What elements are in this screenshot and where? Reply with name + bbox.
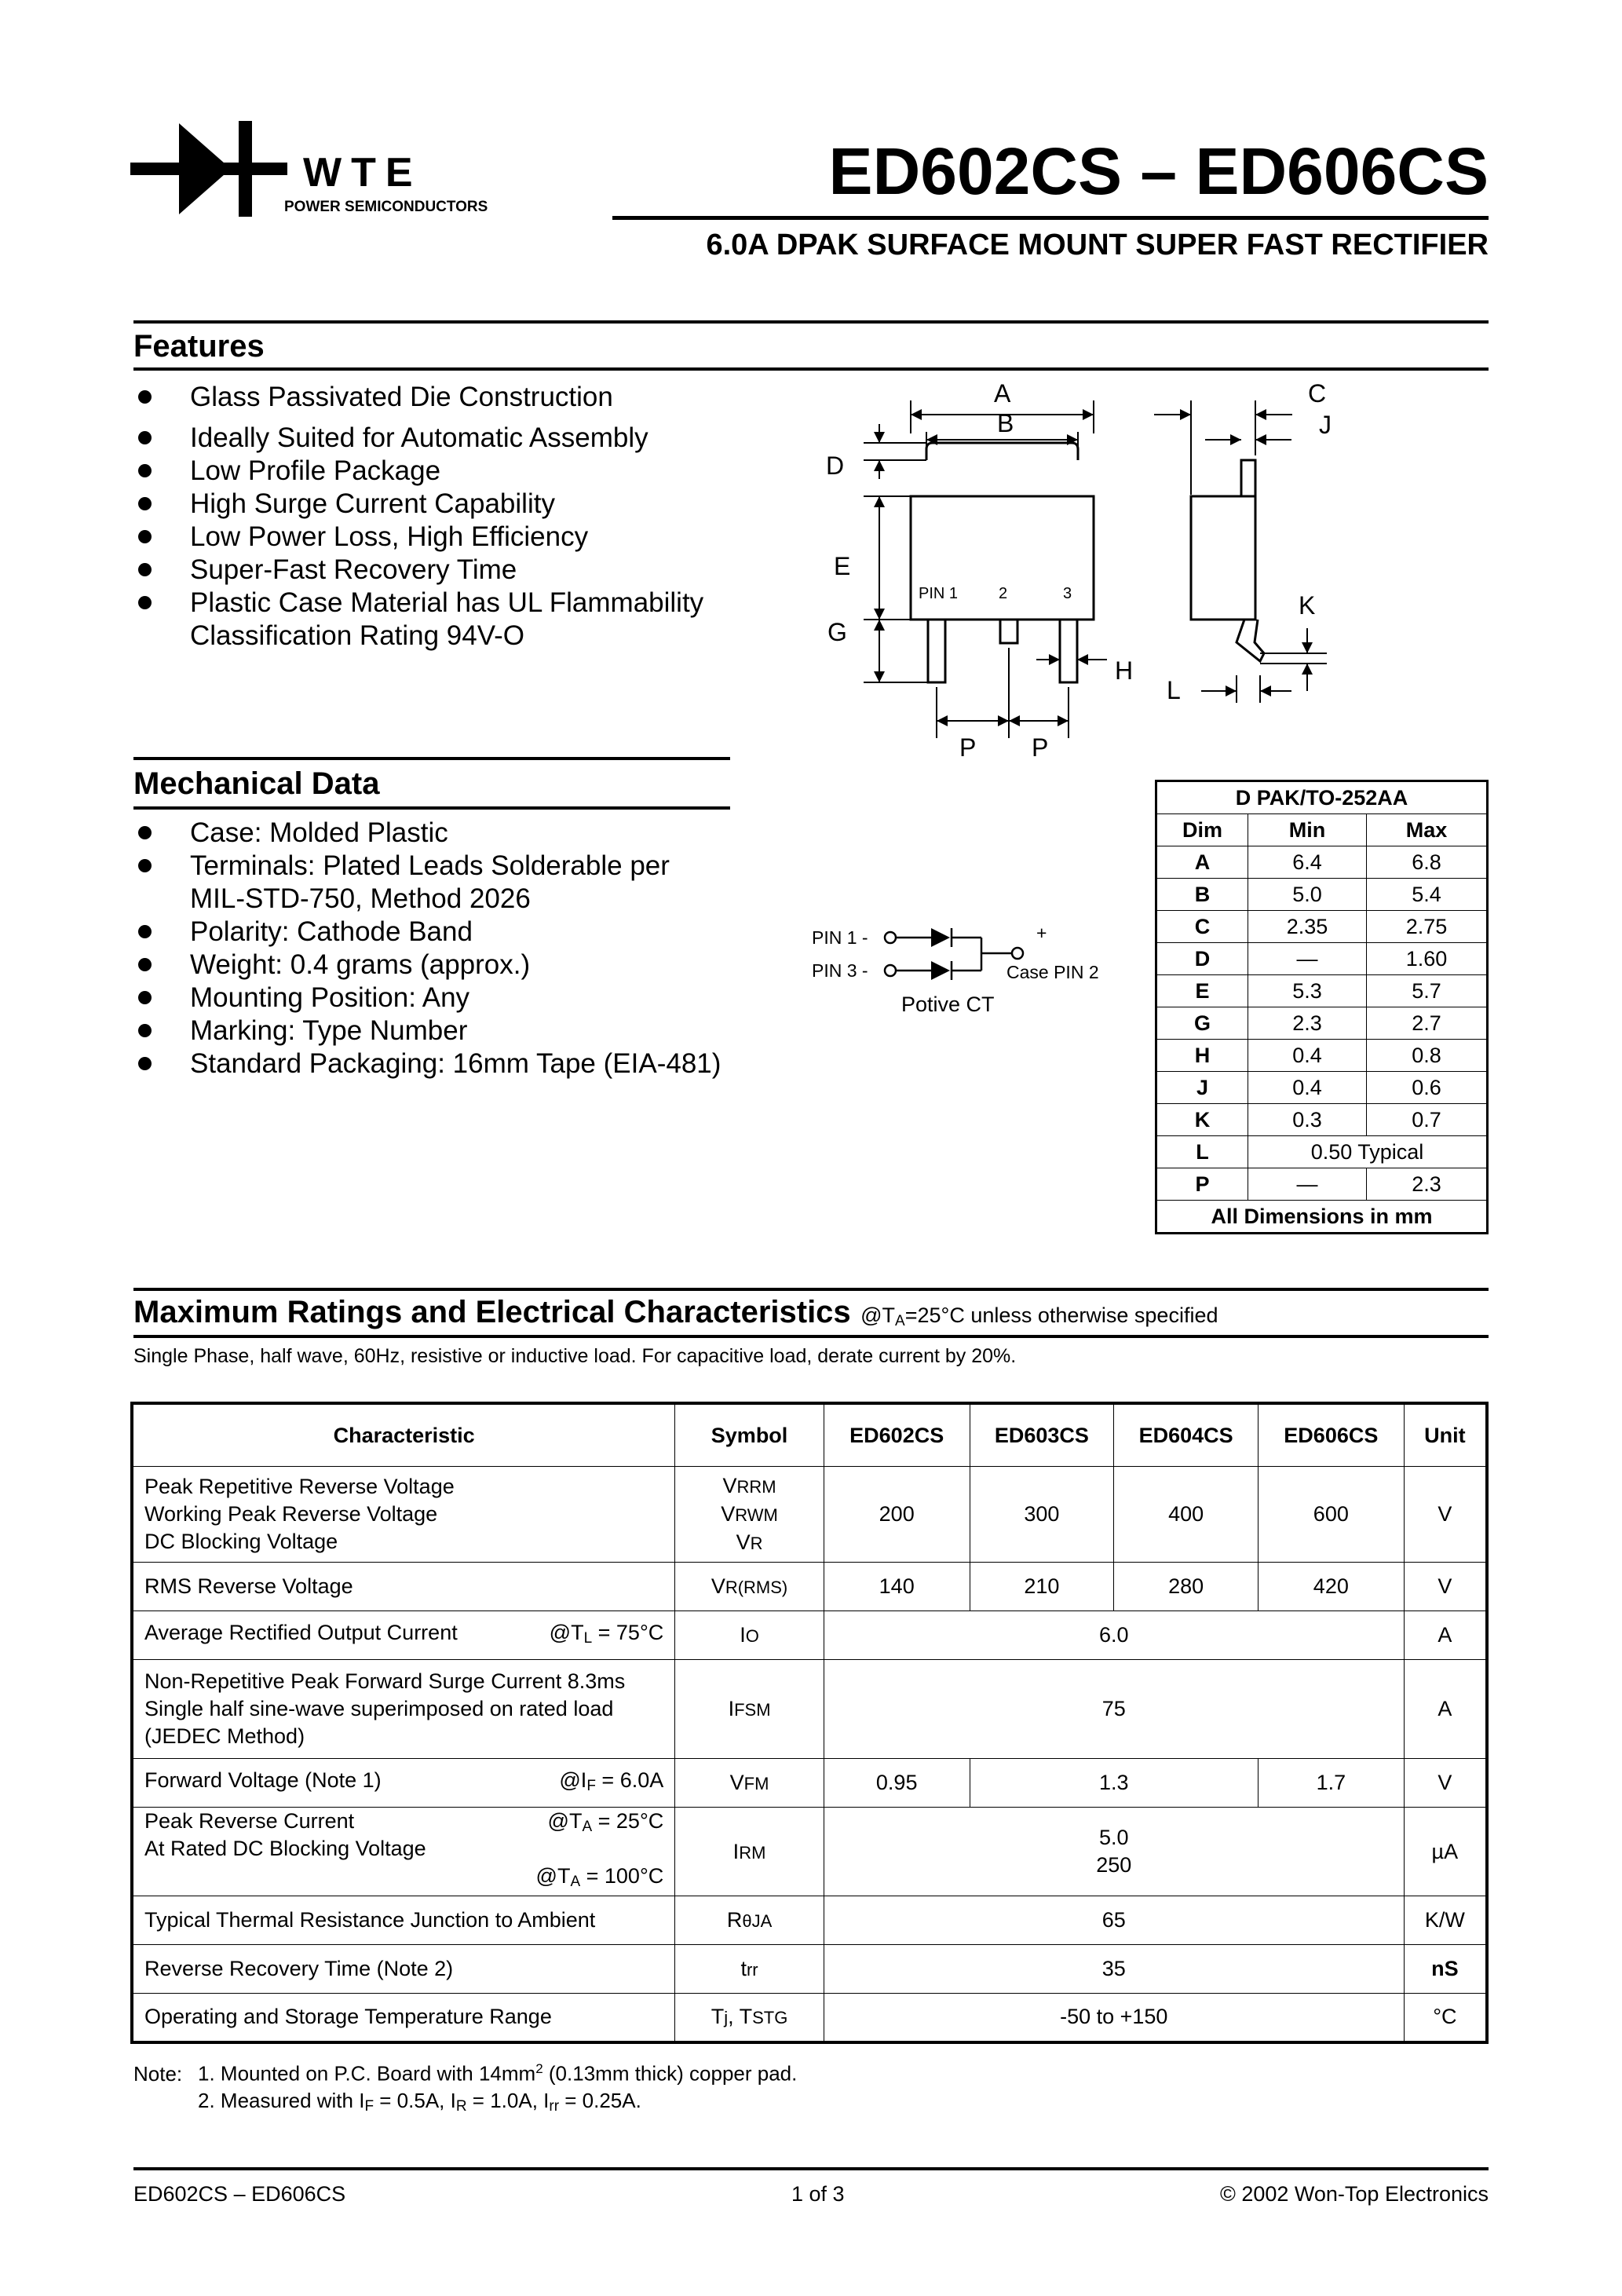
characteristic-cell: RMS Reverse Voltage [132,1563,675,1611]
list-item: Plastic Case Material has UL Flammability [133,587,762,620]
footer-page-number: 1 of 3 [791,2182,845,2206]
table-row [132,1808,1487,1896]
symbol-cell [675,1611,824,1660]
features-list [133,381,762,653]
symbol-main: R [726,1908,743,1932]
value-cell: 140 [824,1563,970,1611]
part-title: ED602CS – ED606CS [828,134,1489,208]
ed603cs-header: ED603CS [970,1403,1114,1467]
min-cell: — [1248,1168,1367,1201]
value-cell: 210 [970,1563,1114,1611]
dim-label-j: J [1319,411,1332,439]
char-line: Peak Repetitive Reverse Voltage [144,1475,455,1498]
min-cell: 5.0 [1248,879,1367,911]
characteristic-cell: Operating and Storage Temperature Range [132,1994,675,2042]
char-text: At Rated DC Blocking Voltage [144,1837,426,1860]
list-item: Case: Molded Plastic [133,817,777,850]
dim-label-h: H [1115,656,1134,685]
condition-text [536,1863,675,1896]
dim-label-p1: P [959,733,977,762]
value-cell: 200 [824,1467,970,1563]
dim-label-g: G [827,618,847,646]
max-cell: 2.75 [1367,911,1488,943]
min-cell: 0.4 [1248,1040,1367,1072]
value-cell: 1.3 [970,1759,1258,1808]
note-2-text: = 1.0A, I [466,2088,550,2112]
characteristic-header: Characteristic [132,1403,675,1467]
unit-cell: K/W [1404,1896,1487,1945]
circuit-plus-label: + [1036,923,1047,943]
list-item: Mounting Position: Any [133,982,777,1015]
symbol-sub: R [750,1533,763,1553]
ed606cs-header: ED606CS [1258,1403,1404,1467]
common-cathode-circuit-diagram [801,911,1131,1021]
char-line: Working Peak Reverse Voltage [144,1502,438,1526]
symbol-cell [675,1896,824,1945]
ratings-condition-sub: A [895,1313,905,1329]
max-cell: 6.8 [1367,846,1488,879]
dim-label-b: B [997,409,1014,437]
list-item: Standard Packaging: 16mm Tape (EIA-481) [133,1047,777,1080]
circuit-pin1-label: PIN 1 - [812,927,868,948]
ratings-condition-suffix: =25°C unless otherwise specified [904,1303,1218,1327]
max-cell: 2.7 [1367,1007,1488,1040]
title-rule [612,216,1489,220]
note-1-sup: 2 [535,2061,543,2076]
unit-cell: µA [1404,1808,1487,1896]
max-cell: 0.8 [1367,1040,1488,1072]
unit-cell: A [1404,1660,1487,1759]
min-cell: 2.35 [1248,911,1367,943]
unit-cell: V [1404,1759,1487,1808]
min-cell: 0.3 [1248,1104,1367,1136]
char-line: DC Blocking Voltage [144,1530,338,1553]
char-line: Single half sine-wave superimposed on rated load [144,1697,614,1720]
symbol-cell [675,1467,824,1563]
max-cell: 0.6 [1367,1072,1488,1104]
symbol-main: V [736,1530,751,1554]
value-cell [824,1808,1404,1896]
ratings-heading-line [133,1294,1218,1330]
table-row [1156,1168,1488,1201]
list-item: Low Profile Package [133,455,762,488]
list-item: Terminals: Plated Leads Solderable per [133,850,777,883]
cond-sub: A [570,1874,581,1890]
table-row [1156,911,1488,943]
ratings-condition-prefix: @T [860,1303,896,1327]
cond-post: = 6.0A [595,1768,664,1792]
characteristic-cell: Typical Thermal Resistance Junction to Ambient [132,1896,675,1945]
list-item: Classification Rating 94V-O [190,620,525,651]
table-row [132,1945,1487,1994]
symbol-cell [675,1759,824,1808]
list-item: Low Power Loss, High Efficiency [133,521,762,554]
table-row [1156,975,1488,1007]
table-row [132,1467,1487,1563]
notes [133,2056,797,2120]
unit-header: Unit [1404,1403,1487,1467]
note-1-text: 1. Mounted on P.C. Board with 14mm [198,2061,536,2086]
table-row [1156,1040,1488,1072]
symbol-sub: rr [746,1960,758,1980]
symbol-cell [675,1660,824,1759]
dim-cell: E [1156,975,1248,1007]
note-2-sub: F [364,2097,374,2115]
symbol-sub: R(RMS) [725,1578,788,1597]
mech-top-rule [133,757,730,760]
list-item: Marking: Type Number [133,1015,777,1047]
value-cell: 35 [824,1945,1404,1994]
list-item: High Surge Current Capability [133,488,762,521]
ratings-heading: Maximum Ratings and Electrical Characteristics [133,1295,851,1329]
symbol-cell [675,1994,824,2042]
symbol-sub: RM [739,1842,766,1863]
symbol-main: V [722,1473,737,1497]
characteristic-cell [132,1808,675,1896]
unit-cell: A [1404,1611,1487,1660]
symbol-sub: j [724,2008,729,2028]
footer-copyright: © 2002 Won-Top Electronics [1219,2182,1489,2206]
subtitle: 6.0A DPAK SURFACE MOUNT SUPER FAST RECTIFIER [706,229,1489,261]
note-2-sub: rr [549,2097,560,2115]
symbol-main: I [728,1697,735,1720]
char-text: Peak Reverse Current [144,1809,355,1833]
mech-bottom-rule [133,806,730,810]
unit-cell: °C [1404,1994,1487,2042]
dim-cell: K [1156,1104,1248,1136]
min-cell: 2.3 [1248,1007,1367,1040]
cond-pre: @I [559,1768,587,1792]
circuit-caption: Potive CT [901,993,995,1016]
symbol-main: I [732,1839,740,1863]
list-item: Polarity: Cathode Band [133,916,777,949]
circuit-pin3-label: PIN 3 - [812,960,868,981]
unit-cell: nS [1404,1945,1487,1994]
table-row [1156,1072,1488,1104]
package-outline-diagram [801,377,1350,762]
features-bottom-rule [133,367,1489,371]
value-cell: 65 [824,1896,1404,1945]
pin2-label: 2 [999,585,1008,602]
min-header: Min [1248,814,1367,846]
symbol-sub: FSM [734,1700,771,1720]
features-heading: Features [133,329,265,364]
dim-label-d: D [826,452,845,480]
max-cell: 5.4 [1367,879,1488,911]
list-item: Glass Passivated Die Construction [133,381,762,422]
symbol-main: T [711,2005,725,2029]
note-1-text-end: (0.13mm thick) copper pad. [542,2061,798,2086]
max-cell: 2.3 [1367,1168,1488,1201]
symbol-cell [675,1808,824,1896]
char-line: (JEDEC Method) [144,1724,305,1748]
symbol-header: Symbol [675,1403,824,1467]
dim-cell: D [1156,943,1248,975]
footer-left: ED602CS – ED606CS [133,2182,346,2206]
dim-cell: B [1156,879,1248,911]
table-row [1156,1007,1488,1040]
char-text: Forward Voltage (Note 1) [144,1768,382,1792]
pin3-label: 3 [1063,585,1072,602]
unit-cell: V [1404,1563,1487,1611]
symbol-main: I [740,1623,746,1647]
dim-cell: P [1156,1168,1248,1201]
characteristic-cell [132,1759,675,1808]
value-cell: -50 to +150 [824,1994,1404,2042]
mechanical-list [133,817,777,1080]
list-item: Super-Fast Recovery Time [133,554,762,587]
ratings-condition [860,1303,1218,1327]
cond-pre: @T [547,1809,583,1833]
dim-label-p2: P [1032,733,1049,762]
min-cell: 5.3 [1248,975,1367,1007]
dim-header: Dim [1156,814,1248,846]
table-row [132,1896,1487,1945]
logo-subtext: POWER SEMICONDUCTORS [284,199,488,215]
note-2-sub: R [455,2097,467,2115]
table-header-row [132,1403,1487,1467]
note-2-text: 2. Measured with I [198,2088,365,2112]
max-cell: 5.7 [1367,975,1488,1007]
max-header: Max [1367,814,1488,846]
ratings-note-line: Single Phase, half wave, 60Hz, resistive or inductive load. For capacitive load, derate current by 20%. [133,1345,1017,1367]
unit-cell: V [1404,1467,1487,1563]
cond-post: = 100°C [580,1864,664,1888]
dim-table-footer: All Dimensions in mm [1156,1201,1488,1234]
symbol-main: V [721,1501,736,1526]
condition-text [550,1619,675,1652]
max-cell: 0.7 [1367,1104,1488,1136]
max-cell: 1.60 [1367,943,1488,975]
symbol-main: , T [728,2005,753,2029]
symbol-sub: STG [752,2008,788,2028]
typical-cell: 0.50 Typical [1248,1136,1488,1168]
table-row [132,1660,1487,1759]
symbol-cell [675,1563,824,1611]
symbol-sub: RRM [736,1476,776,1497]
dim-label-k: K [1299,591,1316,620]
dim-cell: J [1156,1072,1248,1104]
char-line: Non-Repetitive Peak Forward Surge Current 8.3ms [144,1669,626,1693]
value-cell: 280 [1114,1563,1259,1611]
logo-text: WTE [303,150,422,196]
symbol-sub: O [745,1626,759,1646]
note-2-text: = 0.25A. [559,2088,641,2112]
cond-post: = 25°C [592,1809,664,1833]
characteristic-cell [132,1660,675,1759]
condition-text [548,1808,675,1841]
table-row [132,1563,1487,1611]
symbol-main: V [729,1771,744,1794]
symbol-cell [675,1945,824,1994]
min-cell: — [1248,943,1367,975]
min-cell: 0.4 [1248,1072,1367,1104]
symbol-sub: RWM [735,1504,778,1525]
value-cell: 0.95 [824,1759,970,1808]
cond-pre: @T [535,1864,571,1888]
symbol-main: V [711,1574,725,1598]
list-item: Weight: 0.4 grams (approx.) [133,949,777,982]
cond-sub: L [583,1629,593,1647]
characteristic-cell: Reverse Recovery Time (Note 2) [132,1945,675,1994]
dim-cell: H [1156,1040,1248,1072]
mechanical-heading: Mechanical Data [133,766,380,801]
table-row [1156,943,1488,975]
dim-label-c: C [1308,379,1327,408]
ed604cs-header: ED604CS [1114,1403,1259,1467]
ed602cs-header: ED602CS [824,1403,970,1467]
symbol-main: t [740,1957,747,1980]
cond-post: = 75°C [592,1620,664,1644]
dim-label-e: E [834,552,851,580]
dim-cell: C [1156,911,1248,943]
ratings-bottom-rule [133,1335,1489,1338]
features-top-rule [133,320,1489,324]
ratings-table [130,1402,1489,2044]
dim-table-title: D PAK/TO-252AA [1156,781,1488,814]
table-row [1156,1136,1488,1168]
value-cell: 400 [1114,1467,1259,1563]
value-cell: 600 [1258,1467,1404,1563]
symbol-sub: FM [743,1774,769,1793]
cond-pre: @T [549,1620,584,1644]
value-cell: 1.7 [1258,1759,1404,1808]
cond-sub: A [582,1819,593,1835]
dim-label-l: L [1167,676,1181,704]
value-cell: 6.0 [824,1611,1404,1660]
symbol-sub: θJA [742,1911,773,1931]
table-row [132,1994,1487,2042]
table-row [1156,879,1488,911]
footer-rule [133,2167,1489,2170]
dim-label-a: A [994,379,1011,408]
circuit-case-pin-label: Case PIN 2 [1006,962,1099,982]
wte-logo-icon [130,119,287,225]
ratings-top-rule [133,1288,1489,1291]
characteristic-cell [132,1611,675,1660]
list-item: MIL-STD-750, Method 2026 [190,883,531,914]
dim-cell: L [1156,1136,1248,1168]
characteristic-cell [132,1467,675,1563]
cond-sub: F [586,1777,596,1794]
table-row [1156,1104,1488,1136]
value-cell: 300 [970,1467,1114,1563]
note-2-text: = 0.5A, I [374,2088,456,2112]
list-item: Ideally Suited for Automatic Assembly [133,422,762,455]
dim-cell: A [1156,846,1248,879]
min-cell: 6.4 [1248,846,1367,879]
dim-cell: G [1156,1007,1248,1040]
char-text: Average Rectified Output Current [144,1620,458,1644]
table-row [132,1611,1487,1660]
table-row [1156,846,1488,879]
notes-label: Note: [133,2061,183,2086]
table-row [132,1759,1487,1808]
value-line: 250 [1096,1853,1132,1877]
dimension-table [1155,780,1489,1234]
value-cell: 420 [1258,1563,1404,1611]
pin1-label: PIN 1 [919,585,959,602]
value-line: 5.0 [1098,1826,1129,1849]
value-cell: 75 [824,1660,1404,1759]
condition-text [559,1767,674,1800]
